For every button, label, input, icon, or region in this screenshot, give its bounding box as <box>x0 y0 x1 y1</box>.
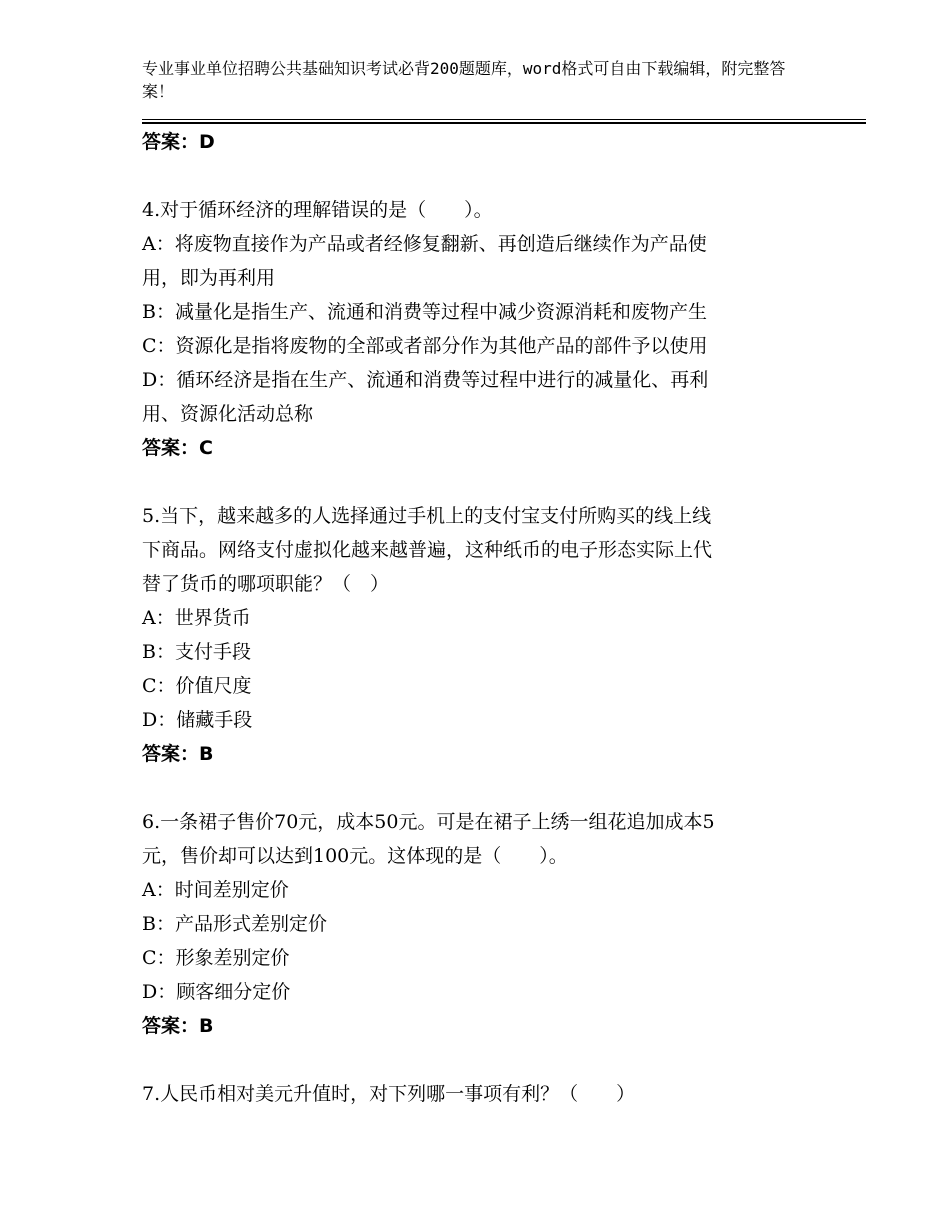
answer-option <box>142 873 842 907</box>
answer-option <box>142 601 842 635</box>
answer-option-line: C：资源化是指将废物的全部或者部分作为其他产品的部件予以使用 <box>142 335 708 357</box>
question-block <box>142 1077 842 1111</box>
answer-option <box>142 329 842 363</box>
answer-option <box>142 227 842 295</box>
answer-option <box>142 295 842 329</box>
question-stem-line: 4.对于循环经济的理解错误的是（ ）。 <box>142 199 493 221</box>
header-text: 专业事业单位招聘公共基础知识考试必背200题题库，word格式可自由下载编辑，附完整答案！ <box>142 59 786 101</box>
answer-option-line: D：储藏手段 <box>142 709 253 731</box>
answer-option <box>142 975 842 1009</box>
answer-option-line: D：循环经济是指在生产、流通和消费等过程中进行的减量化、再利 <box>142 369 709 391</box>
answer-option-line: A：时间差别定价 <box>142 879 289 901</box>
answer-option <box>142 703 842 737</box>
answer-line: 答案：B <box>142 743 214 765</box>
answer-option-line: C：形象差别定价 <box>142 947 290 969</box>
question-stem-line: 替了货币的哪项职能？（ ） <box>142 573 390 595</box>
question-block <box>142 193 842 465</box>
question-list <box>142 193 842 1111</box>
header-divider <box>142 119 866 124</box>
answer-option-line: 用、资源化活动总称 <box>142 403 314 425</box>
answer-option <box>142 941 842 975</box>
answer-option-line: B：产品形式差别定价 <box>142 913 327 935</box>
answer-option-line: D：顾客细分定价 <box>142 981 291 1003</box>
answer-option-line: A：将废物直接作为产品或者经修复翻新、再创造后继续作为产品使 <box>142 233 707 255</box>
document-header <box>142 57 792 103</box>
question-block <box>142 805 842 1043</box>
answer-option <box>142 363 842 431</box>
answer-option <box>142 635 842 669</box>
answer-option-line: 用，即为再利用 <box>142 267 276 289</box>
question-stem-line: 5.当下，越来越多的人选择通过手机上的支付宝支付所购买的线上线 <box>142 505 712 527</box>
answer-option <box>142 907 842 941</box>
answer-option-line: A：世界货币 <box>142 607 251 629</box>
answer-option-line: B：支付手段 <box>142 641 251 663</box>
question-stem-line: 6.一条裙子售价70元，成本50元。可是在裙子上绣一组花追加成本5 <box>142 811 715 833</box>
answer-line: 答案：D <box>142 131 215 153</box>
question-stem-line: 下商品。网络支付虚拟化越来越普遍，这种纸币的电子形态实际上代 <box>142 539 713 561</box>
question-block <box>142 499 842 771</box>
question-stem-line: 7.人民币相对美元升值时，对下列哪一事项有利？（ ） <box>142 1083 636 1105</box>
answer-line: 答案：B <box>142 1015 214 1037</box>
document-body <box>142 125 842 1111</box>
answer-option-line: C：价值尺度 <box>142 675 252 697</box>
answer-option <box>142 669 842 703</box>
answer-line: 答案：C <box>142 437 213 459</box>
answer-option-line: B：减量化是指生产、流通和消费等过程中减少资源消耗和废物产生 <box>142 301 707 323</box>
question-stem-line: 元，售价却可以达到100元。这体现的是（ ）。 <box>142 845 568 867</box>
